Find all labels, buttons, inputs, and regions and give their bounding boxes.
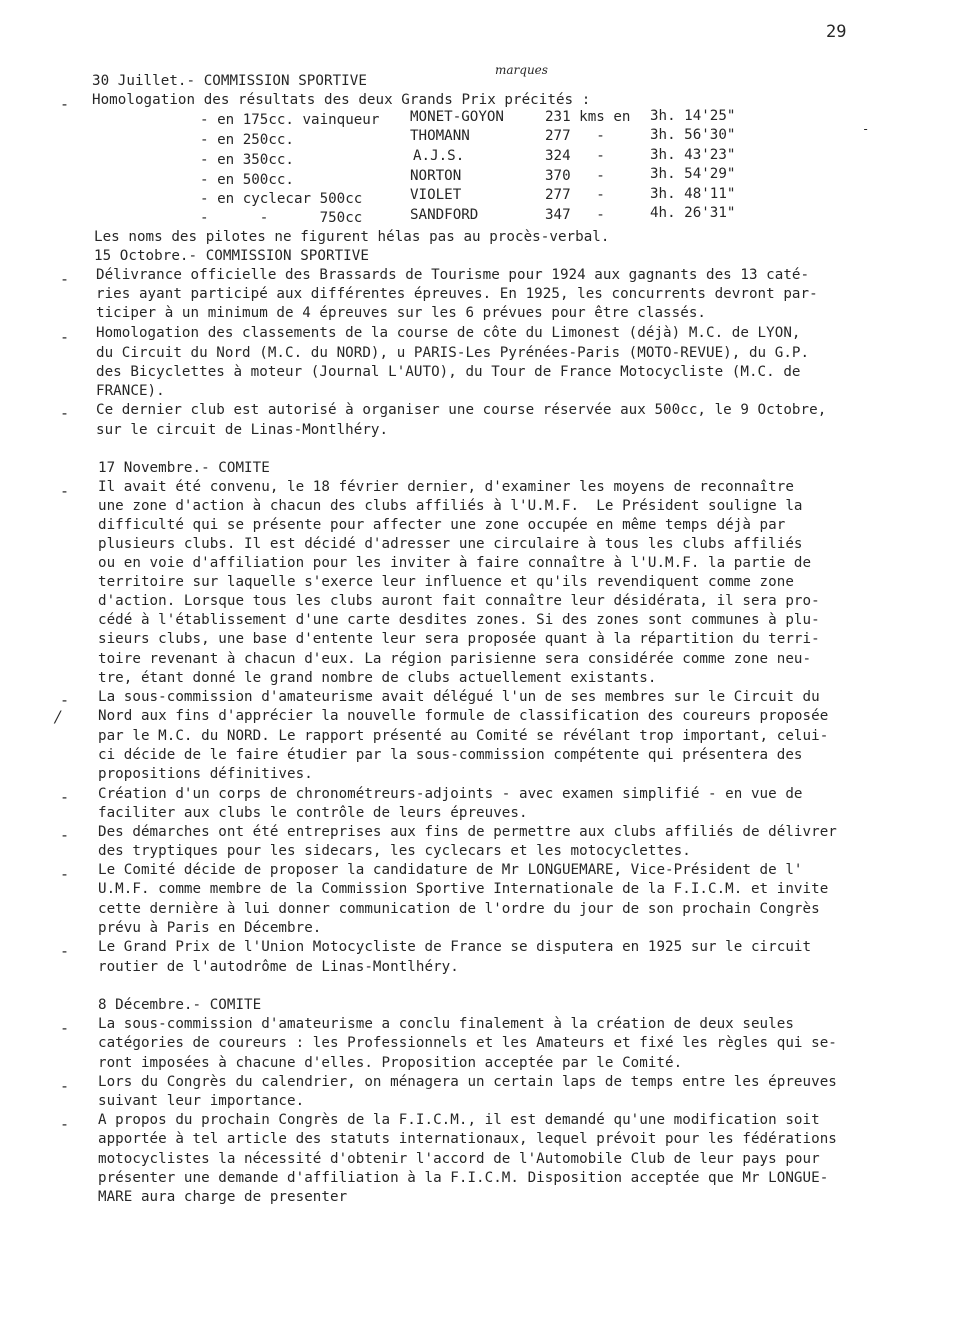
text-line: du Circuit du Nord (M.C. du NORD), u PARIS-Les Pyrénées-Paris (MOTO-REVUE), du G.P.: [96, 345, 810, 361]
text-line: présenter une demande d'affiliation à la F.I.C.M. Disposition acceptée que Mr LONGUE-: [98, 1170, 829, 1186]
text-line: d'action. Lorsque tous les clubs auront fait connaître leur désidérata, il sera pro-: [98, 593, 820, 609]
result-distance: 347 -: [545, 207, 605, 223]
result-time: 3h. 43'23": [650, 147, 736, 163]
result-winner: SANDFORD: [410, 207, 479, 223]
text-line: catégories de coureurs : les Professionnels et les Amateurs et fixé les règles qui se-: [98, 1035, 837, 1051]
text-line: par le M.C. du NORD. Le rapport présenté au Comité se révélant trop important, celui-: [98, 728, 829, 744]
text-line: difficulté qui se présente pour affecter une zone occupée en même temps déjà par: [98, 517, 786, 533]
text-line: FRANCE).: [96, 383, 165, 399]
result-class: - en 175cc. vainqueur: [200, 112, 380, 128]
text-line: prévu à Paris en Décembre.: [98, 920, 322, 936]
text-line: Nord aux fins d'apprécier la nouvelle formule de classification des coureurs proposée: [98, 708, 829, 724]
section-heading: 30 Juillet.- COMMISSION SPORTIVE: [92, 73, 367, 89]
bullet-dash: -: [60, 1115, 70, 1133]
result-distance: 324 -: [545, 148, 605, 164]
text-line: des tryptiques pour les sidecars, les cyclecars et les motocyclettes.: [98, 843, 691, 859]
bullet-dash: -: [60, 826, 70, 844]
bullet-dash: -: [60, 1077, 70, 1095]
section-heading: 15 Octobre.- COMMISSION SPORTIVE: [94, 248, 369, 264]
bullet-dash: -: [60, 1019, 70, 1037]
result-time: 3h. 54'29": [650, 166, 736, 182]
text-line: apportée à tel article des statuts internationaux, lequel prévoit pour les fédérations: [98, 1131, 837, 1147]
text-line: Création d'un corps de chronométreurs-adjoints - avec examen simplifié - en vue de: [98, 786, 803, 802]
bullet-dash: -: [60, 788, 70, 806]
text-line: cédé à l'établissement d'une carte desdites zones. Si des zones sont communes à plu-: [98, 612, 820, 628]
bullet-dash: -: [60, 328, 70, 346]
result-distance: 277 -: [545, 128, 605, 144]
result-winner: THOMANN: [410, 128, 470, 144]
text-line: toire revenant à chacun d'eux. La région parisienne sera considérée comme zone neu-: [98, 651, 812, 667]
result-distance: 370 -: [545, 168, 605, 184]
result-time: 3h. 48'11": [650, 186, 736, 202]
result-winner: MONET-GOYON: [410, 109, 504, 125]
text-line: Le Grand Prix de l'Union Motocycliste de France se disputera en 1925 sur le circuit: [98, 939, 812, 955]
section-heading: 17 Novembre.- COMITE: [98, 460, 270, 476]
margin-mark: -: [862, 122, 870, 136]
bullet-dash: -: [60, 95, 70, 113]
text-line: ticiper à un minimum de 4 épreuves sur les 6 prévues pour être classés.: [96, 305, 707, 321]
text-line: faciliter aux clubs le contrôle de leurs épreuves.: [98, 805, 528, 821]
result-class: - en 250cc.: [200, 132, 294, 148]
bullet-dash: -: [60, 865, 70, 883]
text-line: Il avait été convenu, le 18 février dernier, d'examiner les moyens de reconnaître: [98, 479, 794, 495]
text-line: A propos du prochain Congrès de la F.I.C.M., il est demandé qu'une modification soit: [98, 1112, 820, 1128]
result-class: - en 350cc.: [200, 152, 294, 168]
text-line: ries ayant participé aux différentes épreuves. En 1925, les concurrents devront par-: [96, 286, 818, 302]
text-line: ci décide de le faire étudier par la sous-commission compétente qui présentera des: [98, 747, 803, 763]
margin-mark: /: [55, 707, 61, 726]
text-line: motocyclistes la nécessité d'obtenir l'accord de l'Automobile Club de leur pays pour: [98, 1151, 820, 1167]
text-line: cette dernière à lui donner communication de l'ordre du jour de son prochain Congrès: [98, 901, 820, 917]
text-line: MARE aura charge de presenter: [98, 1189, 348, 1205]
bullet-dash: -: [60, 691, 70, 709]
text-line: territoire sur laquelle s'exerce leur influence et qu'ils revendiquent comme zone: [98, 574, 794, 590]
text-line: Délivrance officielle des Brassards de Tourisme pour 1924 aux gagnants des 13 caté-: [96, 267, 810, 283]
text-line: ront imposées à chacune d'elles. Proposition acceptée par le Comité.: [98, 1055, 683, 1071]
bullet-dash: -: [60, 482, 70, 500]
result-distance: 277 -: [545, 187, 605, 203]
text-line: Homologation des classements de la course de côte du Limonest (déjà) M.C. de LYON,: [96, 325, 801, 341]
text-line: Lors du Congrès du calendrier, on ménagera un certain laps de temps entre les épreuves: [98, 1074, 837, 1090]
result-class: - en cyclecar 500cc: [200, 191, 363, 207]
results-note: Les noms des pilotes ne figurent hélas pas au procès-verbal.: [94, 229, 610, 245]
text-line: une zone d'action à chacun des clubs affiliés à l'U.M.F. Le Président souligne la: [98, 498, 803, 514]
result-time: 4h. 26'31": [650, 205, 736, 221]
section-heading: 8 Décembre.- COMITE: [98, 997, 262, 1013]
bullet-dash: -: [60, 404, 70, 422]
handwritten-note: marques: [495, 63, 548, 77]
text-line: U.M.F. comme membre de la Commission Sportive Internationale de la F.I.C.M. et invite: [98, 881, 829, 897]
text-line: Le Comité décide de proposer la candidature de Mr LONGUEMARE, Vice-Président de l': [98, 862, 803, 878]
result-time: 3h. 56'30": [650, 127, 736, 143]
text-line: suivant leur importance.: [98, 1093, 305, 1109]
text-line: plusieurs clubs. Il est décidé d'adresser une circulaire à tous les clubs affiliés: [98, 536, 803, 552]
result-winner: A.J.S.: [413, 148, 465, 164]
text-line: La sous-commission d'amateurisme avait délégué l'un de ses membres sur le Circuit du: [98, 689, 820, 705]
result-class: - en 500cc.: [200, 172, 294, 188]
results-intro: Homologation des résultats des deux Grands Prix précités :: [92, 92, 591, 108]
text-line: propositions définitives.: [98, 766, 313, 782]
result-winner: NORTON: [410, 168, 462, 184]
text-line: routier de l'autodrôme de Linas-Montlhéry.: [98, 959, 459, 975]
text-line: sur le circuit de Linas-Montlhéry.: [96, 422, 389, 438]
text-line: Ce dernier club est autorisé à organiser une course réservée aux 500cc, le 9 Octobre,: [96, 402, 827, 418]
text-line: tre, étant donné le grand nombre de clubs actuellement existants.: [98, 670, 657, 686]
page-number: 29: [826, 22, 847, 42]
bullet-dash: -: [60, 270, 70, 288]
result-class: - - 750cc: [200, 210, 363, 226]
text-line: des Bicyclettes à moteur (Journal L'AUTO), du Tour de France Motocycliste (M.C. de: [96, 364, 801, 380]
bullet-dash: -: [60, 942, 70, 960]
text-line: La sous-commission d'amateurisme a conclu finalement à la création de deux seules: [98, 1016, 794, 1032]
result-distance: 231 kms en: [545, 109, 631, 125]
result-time: 3h. 14'25": [650, 108, 736, 124]
text-line: sieurs clubs, une base d'entente leur sera proposée quant à la répartition du terri-: [98, 631, 820, 647]
text-line: ou en voie d'affiliation pour les inviter à faire connaître à l'U.M.F. la partie de: [98, 555, 812, 571]
text-line: Des démarches ont été entreprises aux fins de permettre aux clubs affiliés de délivrer: [98, 824, 837, 840]
result-winner: VIOLET: [410, 187, 462, 203]
